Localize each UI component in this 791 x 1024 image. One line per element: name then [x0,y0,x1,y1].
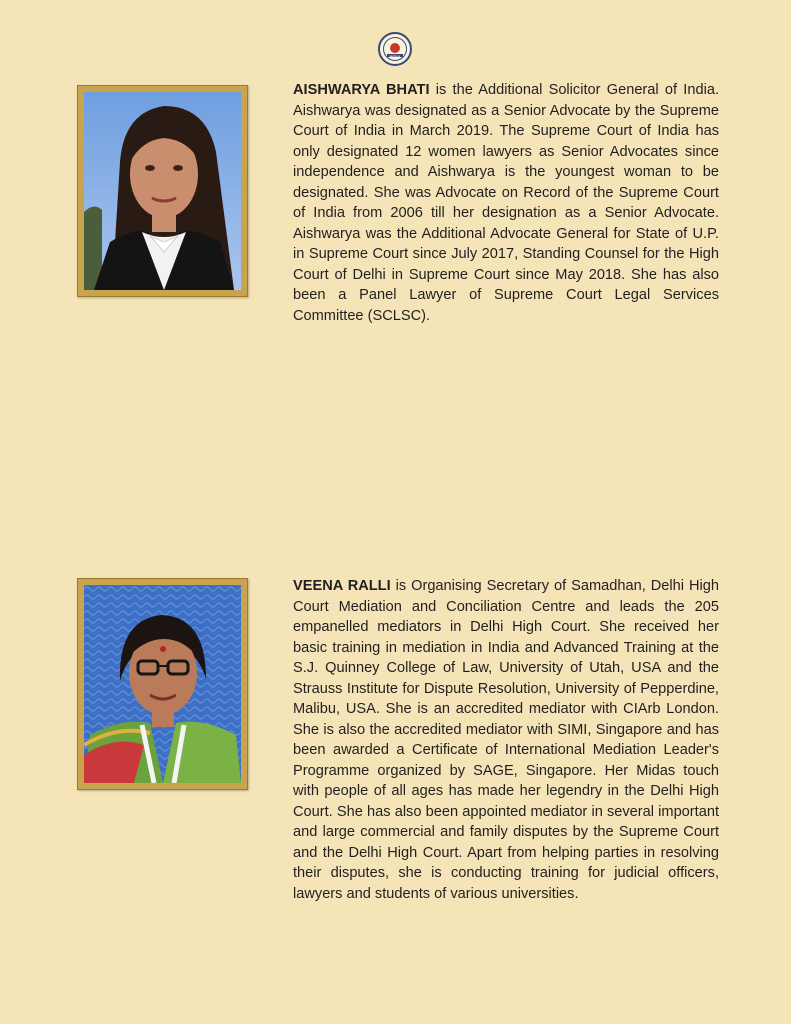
profile-photo-aishwarya-bhati [77,85,248,297]
profile-bio-veena-ralli [293,576,719,904]
profile-name: AISHWARYA BHATI [293,82,430,98]
seal-text: INDIA [389,54,401,59]
profile-bio-aishwarya-bhati [293,80,719,326]
profile-bio-text: is Organising Secretary of Samadhan, Delhi High Court Mediation and Conciliation Centre and leads the 205 empanelled mediators in Delhi High Court. She received her basic training in mediation in India and Advanced Training at the S.J. Quinney College of Law, University of Utah, USA and the Strauss Institute for Dispute Resolution, University of Pepperdine, Malibu, USA. She is an accredited mediator with CIArb London. She is also the accredited mediator with SIMI, Singapore and has been awarded a Certificate of International Mediation Leader's Programme organized by SAGE, Singapore. Her Midas touch with people of all ages has made her legendry in the Delhi High Court. She has also been appointed mediator in several important and large commercial and family disputes by the Supreme Court and the Delhi High Court. Apart from helping parties in resolving their disputes, she is conducting training for judicial officers, lawyers and students of various universities. [293,578,719,902]
seal-emblem [390,43,400,53]
logo-seal [378,32,412,66]
portrait-image [84,585,241,783]
profile-photo-veena-ralli [77,578,248,790]
portrait-image [84,92,241,290]
profile-bio-text: is the Additional Solicitor General of India. Aishwarya was designated as a Senior Advocate by the Supreme Court of India in March 2019. The Supreme Court of India has only designated 12 women lawyers as Senior Advocates since independence and Aishwarya is the youngest woman to be designated. She was Advocate on Record of the Supreme Court of India from 2006 till her designation as a Senior Advocate. Aishwarya was the Additional Advocate General for State of U.P. in Supreme Court since July 2017, Standing Counsel for the High Court of Delhi in Supreme Court since May 2018. She has also been a Panel Lawyer of Supreme Court Legal Services Committee (SCLSC). [293,82,719,324]
profile-name: VEENA RALLI [293,578,391,594]
